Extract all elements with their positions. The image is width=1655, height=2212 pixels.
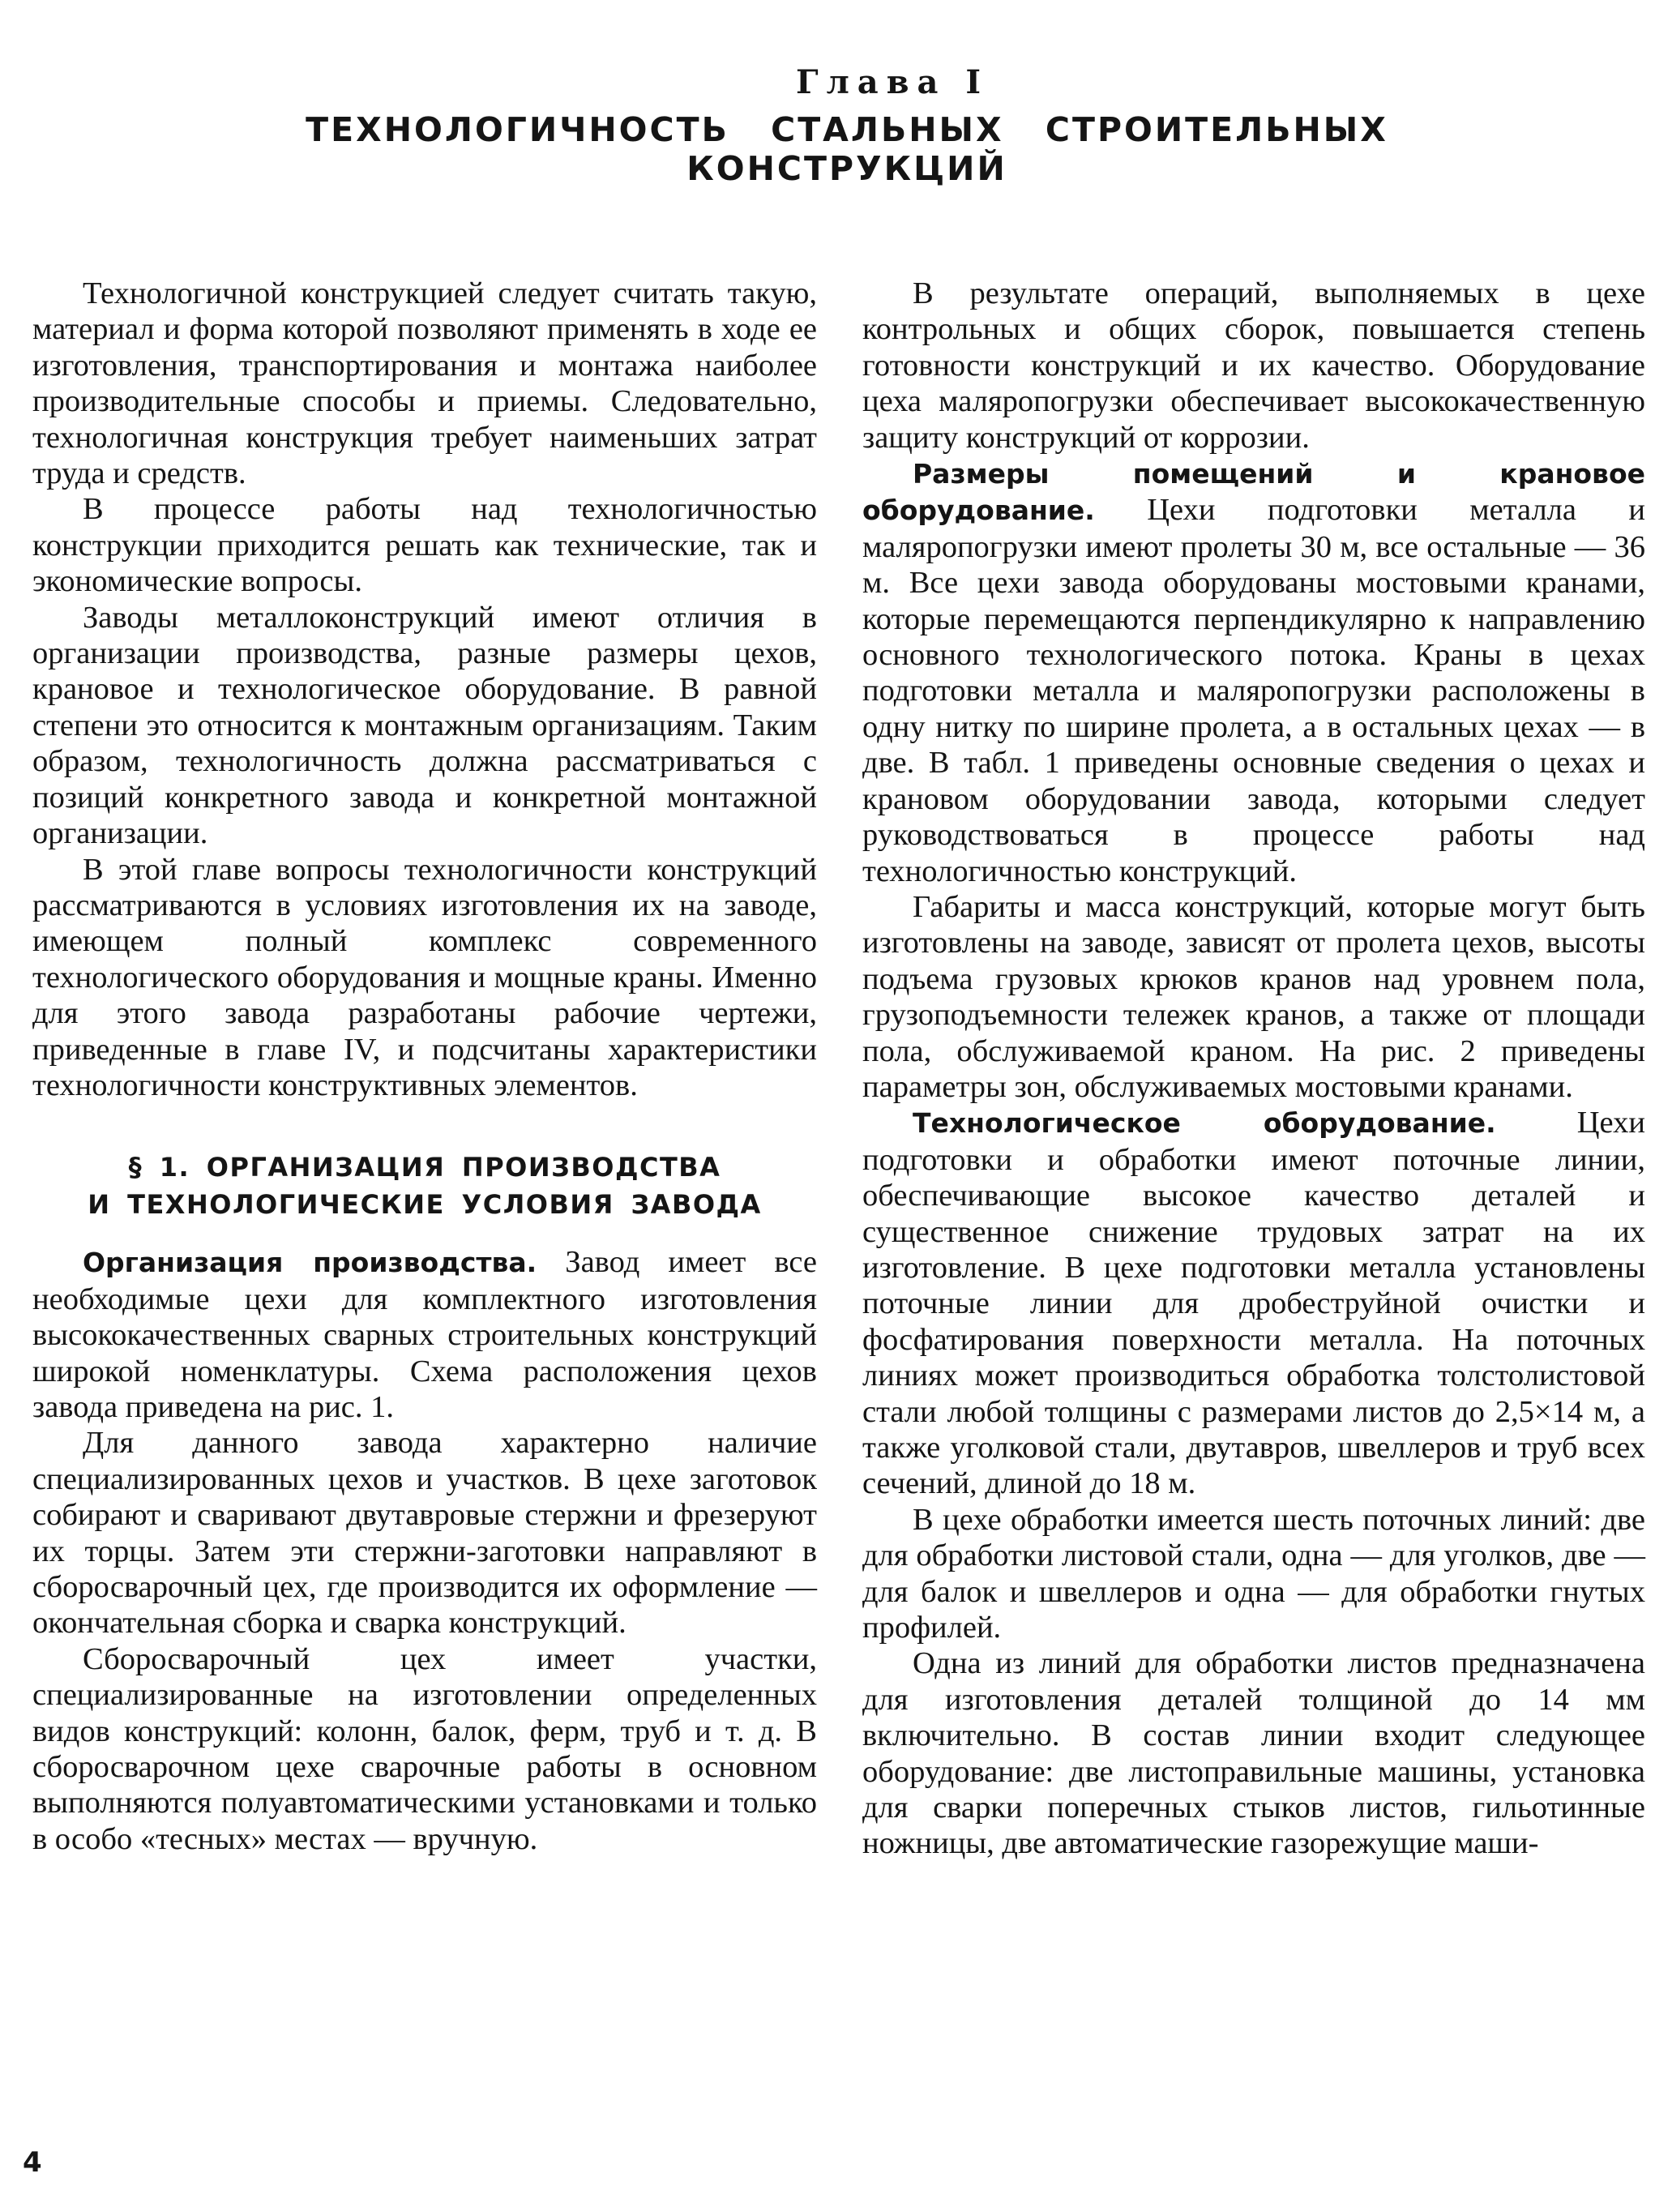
body-paragraph: Сборосварочный цех имеет участки, специализированные на изготовлении определенных видов конструкций: колонн, балок, ферм, труб и т. д. В сборосварочном цехе сварочные работы в основном выполняются полуавтоматическими установками и только в особо «тесных» местах — вручную. [32,1641,817,1856]
body-paragraph: Технологичной конструкцией следует считать такую, материал и форма которой позволяют применять в ходе ее изготовления, транспортирования и монтажа наиболее производительные способы и приемы. Следовательно, технологичная конструкция требует наименьших затрат труда и средств. [32,276,817,491]
body-paragraph: Габариты и масса конструкций, которые могут быть изготовлены на заводе, зависят от пролета цехов, высоты подъема грузовых крюков кранов над уровнем пола, грузоподъемности тележек кранов, а также от площади пола, обслуживаемой краном. На рис. 2 приведены параметры зон, обслуживаемых мостовыми кранами. [862,889,1645,1104]
body-paragraph [862,1105,1645,1501]
body-paragraph: В этой главе вопросы технологичности конструкций рассматриваются в условиях изготовления их на заводе, имеющем полный комплекс современного технологического оборудования и мощные краны. Именно для этого завода разработаны рабочие чертежи, приведенные в главе IV, и подсчитаны характеристики технологичности конструктивных элементов. [32,852,817,1102]
body-paragraph: Для данного завода характерно наличие специализированных цехов и участков. В цехе заготовок собирают и сваривают двутавровые стержни и фрезеруют их торцы. Затем эти стержни-заготовки направляют в сборосварочный цех, где производится их оформление — окончательная сборка и сварка конструкций. [32,1426,817,1641]
body-paragraph [32,1244,817,1425]
left-column [32,276,817,1857]
body-paragraph: Заводы металлоконструкций имеют отличия в организации производства, разные размеры цехов, крановое и технологическое оборудование. В равной степени это относится к монтажным организациям. Таким образом, технологичность должна рассматриваться с позиций конкретного завода и конкретной монтажной организации. [32,600,817,851]
right-column [862,276,1645,1862]
section-heading-line: И ТЕХНОЛОГИЧЕСКИЕ УСЛОВИЯ ЗАВОДА [88,1189,762,1221]
body-paragraph [862,456,1645,889]
section-heading [32,1149,817,1223]
paragraph-text: Цехи подготовки металла и маляропогрузки имеют пролеты 30 м, все остальные — 36 м. Все цехи завода оборудованы мостовыми кранами, которые перемещаются перпендикулярно к направлению основного технологического потока. Краны в цехах подготовки металла и маляропогрузки расположены в одну нитку по ширине пролета, а в остальных цехах — в две. В табл. 1 приведены основные сведения о цехах и крановом оборудовании завода, которыми следует руководствоваться в процессе работы над технологичностью конструкций. [862,493,1645,888]
body-paragraph: В процессе работы над технологичностью конструкции приходится решать как технические, так и экономические вопросы. [32,492,817,599]
body-paragraph: В результате операций, выполняемых в цехе контрольных и общих сборок, повышается степень готовности конструкций и их качество. Оборудование цеха маляропогрузки обеспечивает высококачественную защиту конструкций от коррозии. [862,276,1645,455]
runin-heading: Технологическое оборудование. [913,1107,1496,1140]
chapter-title: ТЕХНОЛОГИЧНОСТЬ СТАЛЬНЫХ СТРОИТЕЛЬНЫХ КОНСТРУКЦИЙ [306,110,1388,188]
body-paragraph: Одна из линий для обработки листов предназначена для изготовления деталей толщиной до 14 мм включительно. В состав линии входит следующее оборудование: две листоправильные машины, установка для сварки поперечных стыков листов, гильотинные ножницы, две автоматические газорежущие маши- [862,1646,1645,1861]
chapter-label: Глава I [795,63,990,101]
runin-heading: Организация производства. [83,1247,537,1279]
paragraph-text: Цехи подготовки и обработки имеют поточные линии, обеспечивающие высокое качество деталей и существенное снижение трудовых затрат на их изготовление. В цехе подготовки металла установлены поточные линии для дробеструйной очистки и фосфатирования поверхности металла. На поточных линиях может производиться обработка толстолистовой стали любой толщины с размерами листов до 2,5×14 м, а также уголковой стали, двутавров, швеллеров и труб всех сечений, длиной до 18 м. [862,1106,1645,1501]
body-paragraph: В цехе обработки имеется шесть поточных линий: две для обработки листовой стали, одна — для уголков, две — для балок и швеллеров и одна — для обработки гнутых профилей. [862,1502,1645,1645]
runin-heading: Размеры помещений и крановое оборудование. [862,458,1645,527]
paragraph-text: Завод имеет все необходимые цехи для комплектного изготовления высококачественных сварных строительных конструкций широкой номенклатуры. Схема расположения цехов завода приведена на рис. 1. [32,1245,817,1424]
page-number: 4 [23,2146,42,2179]
section-heading-line: § 1. ОРГАНИЗАЦИЯ ПРОИЗВОДСТВА [128,1152,721,1183]
